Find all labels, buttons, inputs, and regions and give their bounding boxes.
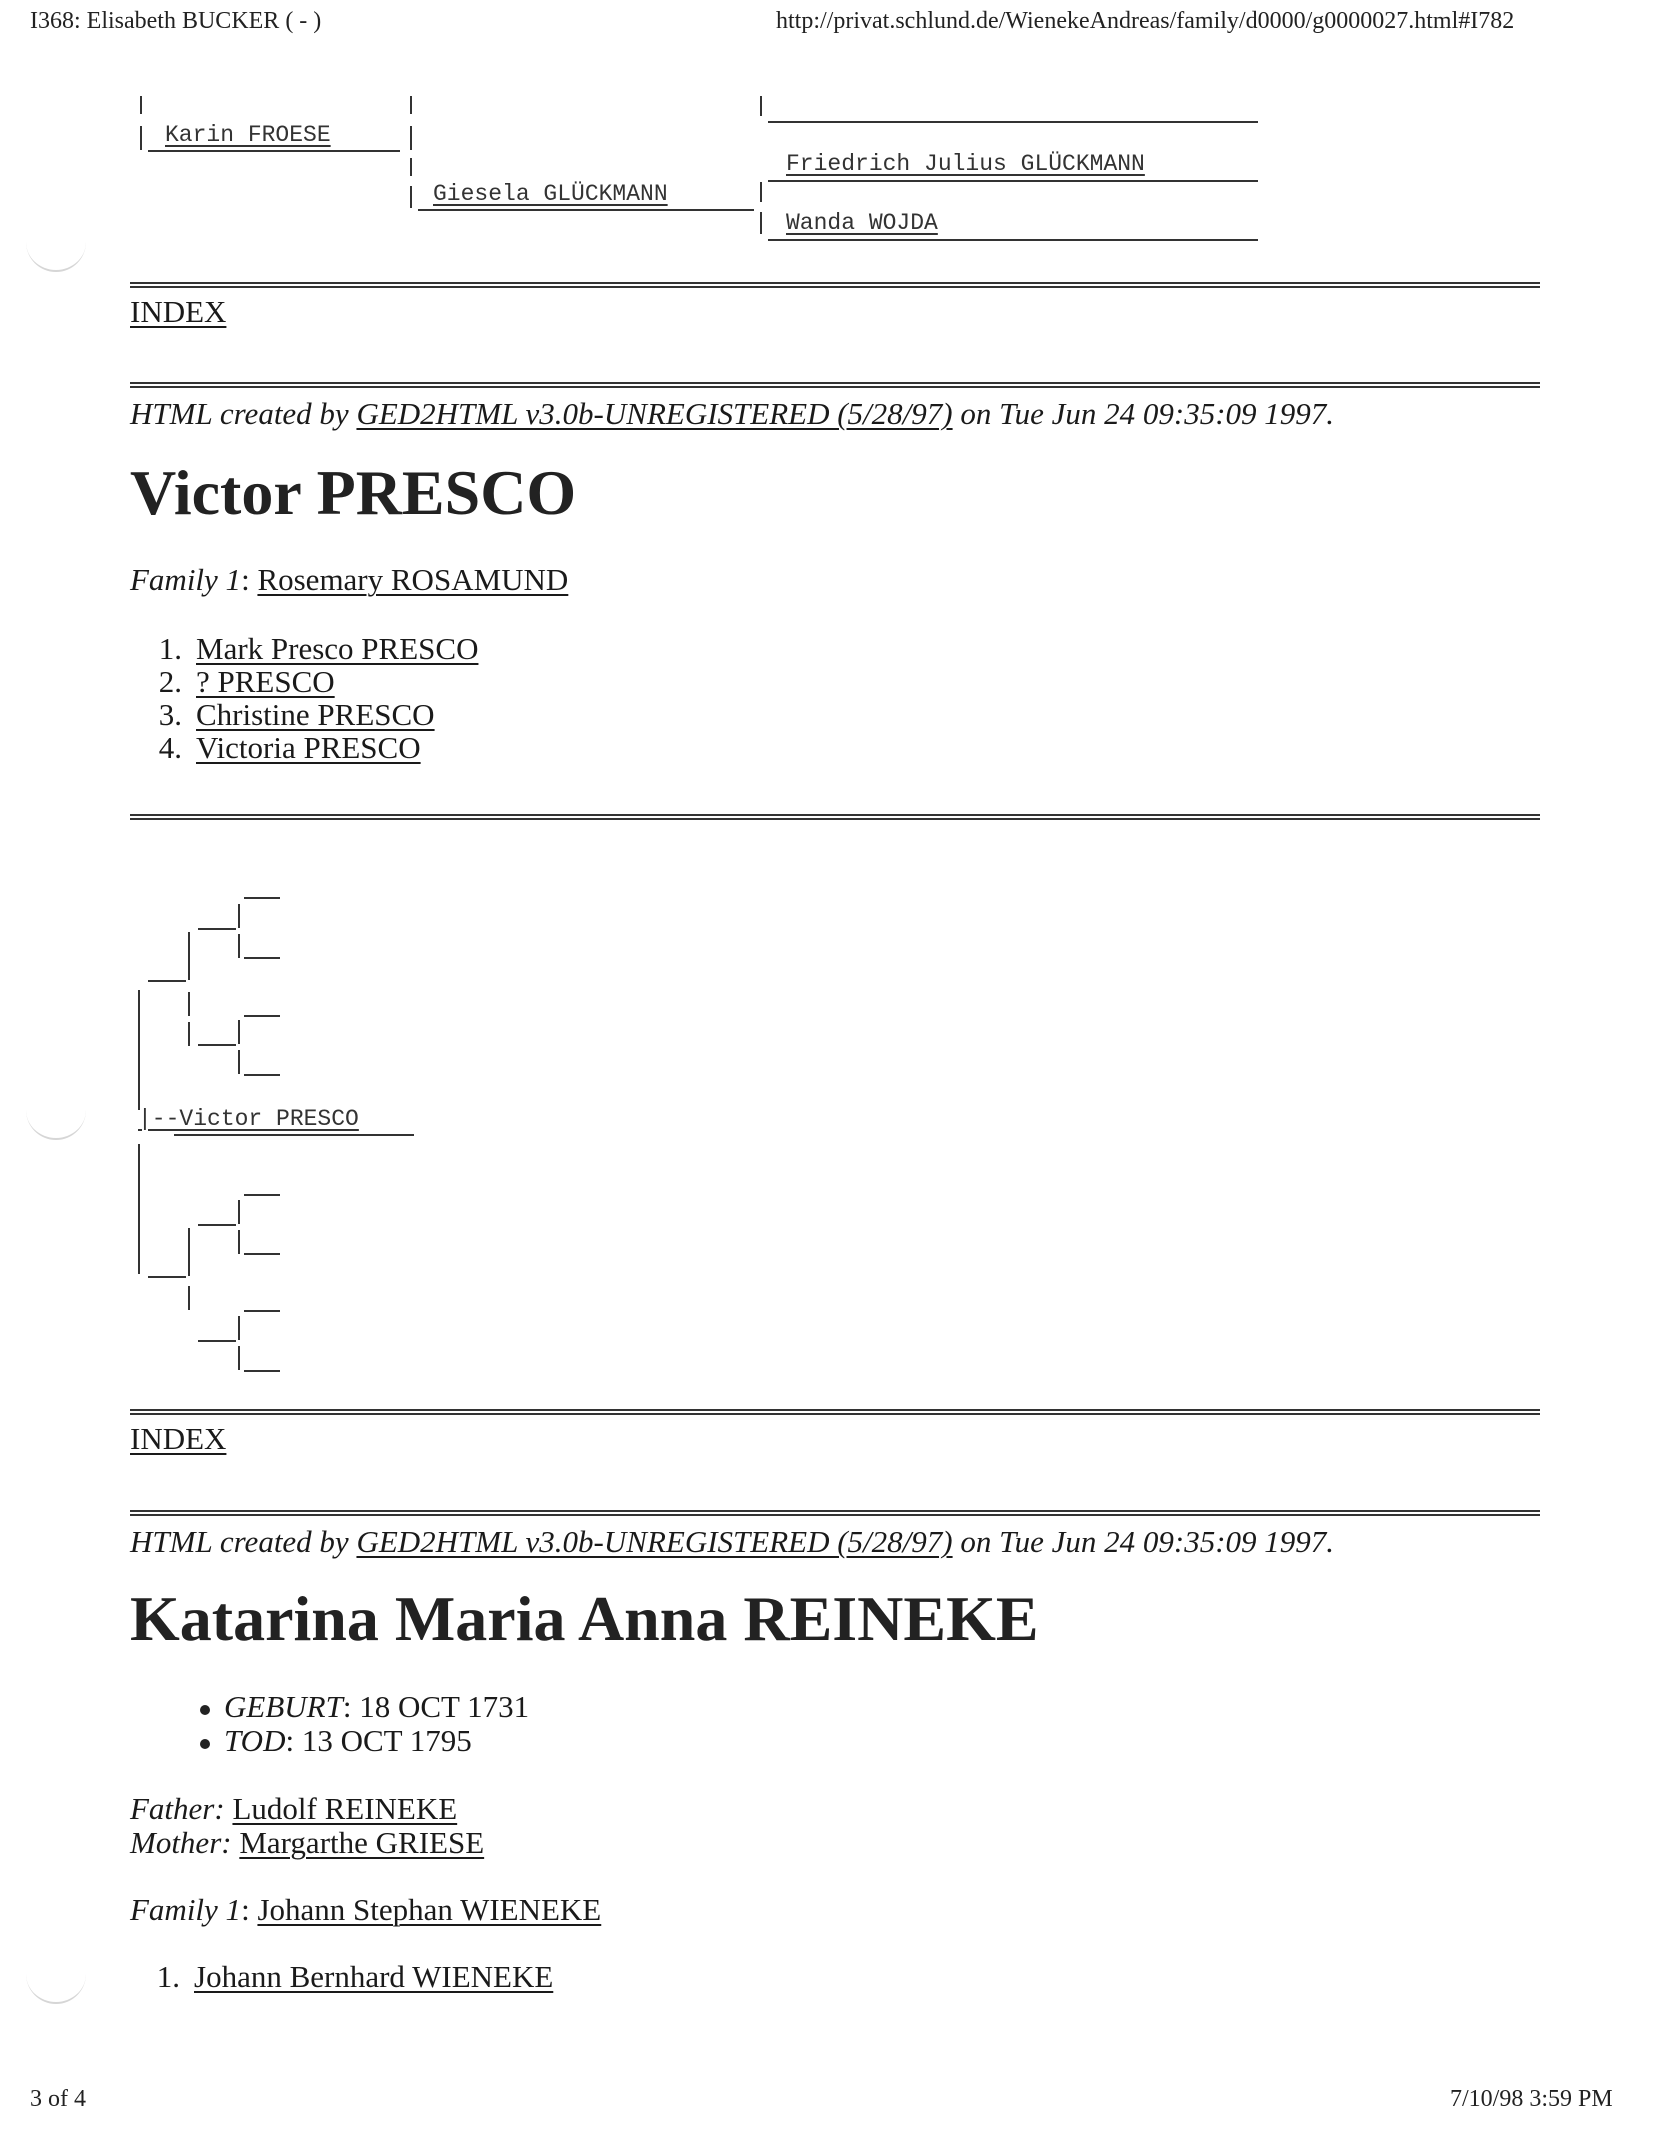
- list-item: 3. Christine PRESCO: [158, 697, 435, 732]
- person-link-victor-presco[interactable]: |--Victor PRESCO: [138, 1106, 359, 1132]
- family-label: Family 1: [130, 1892, 242, 1927]
- credit-line: [130, 1524, 1334, 1560]
- list-item: 1. Johann Bernhard WIENEKE: [156, 1959, 554, 1994]
- child-link[interactable]: Victoria PRESCO: [196, 730, 421, 765]
- print-footer-datetime: 7/10/98 3:59 PM: [1450, 2086, 1613, 2112]
- children-list: [128, 1960, 553, 1993]
- ged2html-link[interactable]: GED2HTML v3.0b-UNREGISTERED (5/28/97): [356, 396, 953, 431]
- print-header-title: I368: Elisabeth BUCKER ( - ): [30, 8, 322, 34]
- event-list: [200, 1690, 529, 1758]
- print-footer-page: 3 of 4: [30, 2086, 86, 2112]
- horizontal-rule: [130, 1510, 1540, 1516]
- spouse-link-rosemary-rosamund[interactable]: Rosemary ROSAMUND: [257, 562, 569, 597]
- child-link[interactable]: ? PRESCO: [196, 664, 335, 699]
- print-header-url: http://privat.schlund.de/WienekeAndreas/family/d0000/g0000027.html#I782: [776, 8, 1515, 34]
- parents-block: [130, 1792, 484, 1860]
- credit-prefix: HTML created by: [130, 396, 357, 431]
- bullet-icon: [200, 1739, 210, 1749]
- person-heading-victor-presco: Victor PRESCO: [130, 457, 577, 528]
- person-link-wanda-wojda[interactable]: Wanda WOJDA: [786, 210, 938, 236]
- father-link[interactable]: Ludolf REINEKE: [232, 1791, 458, 1826]
- list-item: GEBURT: 18 OCT 1731: [200, 1690, 529, 1724]
- horizontal-rule: [130, 1409, 1540, 1415]
- person-link-giesela-glueckmann[interactable]: Giesela GLÜCKMANN: [433, 181, 668, 207]
- credit-suffix: on Tue Jun 24 09:35:09 1997.: [952, 1524, 1335, 1559]
- person-heading-katarina-reineke: Katarina Maria Anna REINEKE: [130, 1583, 1039, 1654]
- list-item: 2. ? PRESCO: [158, 664, 335, 699]
- list-item: 1. Mark Presco PRESCO: [158, 631, 479, 666]
- child-link[interactable]: Johann Bernhard WIENEKE: [194, 1959, 554, 1994]
- index-link[interactable]: INDEX: [130, 1421, 227, 1456]
- father-label: Father:: [130, 1791, 225, 1826]
- child-link[interactable]: Christine PRESCO: [196, 697, 435, 732]
- list-item: TOD: 13 OCT 1795: [200, 1724, 529, 1758]
- family-label: Family 1: [130, 562, 242, 597]
- index-link[interactable]: INDEX: [130, 294, 227, 329]
- punch-hole-mark: [26, 1962, 86, 2004]
- mother-link[interactable]: Margarthe GRIESE: [239, 1825, 485, 1860]
- person-link-friedrich-glueckmann[interactable]: Friedrich Julius GLÜCKMANN: [786, 151, 1145, 177]
- credit-suffix: on Tue Jun 24 09:35:09 1997.: [952, 396, 1335, 431]
- family-line: Family 1: Johann Stephan WIENEKE: [130, 1892, 602, 1927]
- credit-prefix: HTML created by: [130, 1524, 357, 1559]
- spouse-link-johann-stephan-wieneke[interactable]: Johann Stephan WIENEKE: [257, 1892, 602, 1927]
- ged2html-link[interactable]: GED2HTML v3.0b-UNREGISTERED (5/28/97): [356, 1524, 953, 1559]
- list-item: 4. Victoria PRESCO: [158, 730, 421, 765]
- bullet-icon: [200, 1705, 210, 1715]
- family-line: Family 1: Rosemary ROSAMUND: [130, 562, 569, 597]
- mother-label: Mother:: [130, 1825, 232, 1860]
- person-link-karin-froese[interactable]: Karin FROESE: [165, 122, 331, 148]
- child-link[interactable]: Mark Presco PRESCO: [196, 631, 479, 666]
